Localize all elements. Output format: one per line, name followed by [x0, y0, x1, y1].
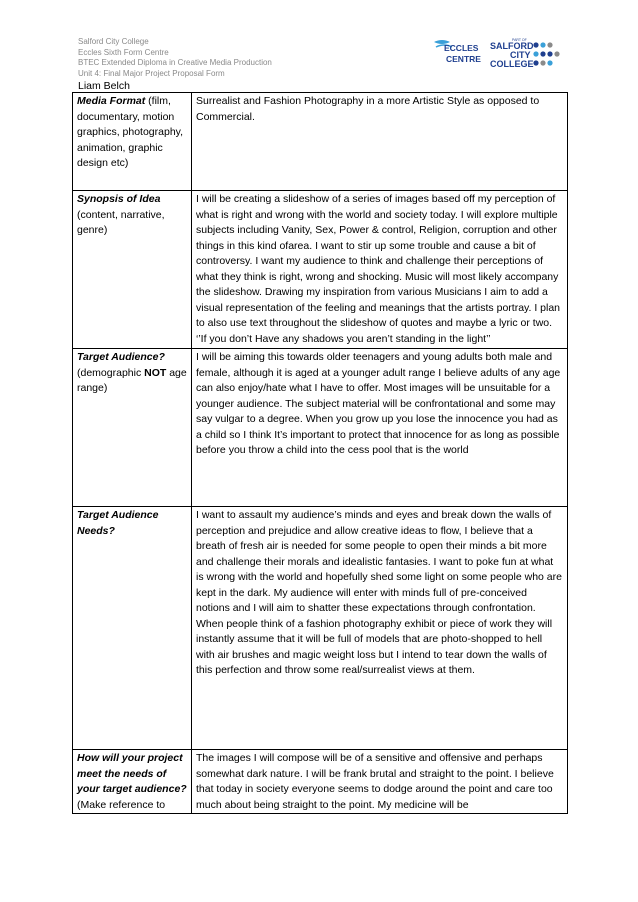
label-media-format: Media Format (film, documentary, motion graphics, photography, animation, graphic design etc): [73, 93, 192, 191]
svg-text:SALFORD: SALFORD: [490, 41, 534, 51]
svg-text:CENTRE: CENTRE: [446, 54, 481, 64]
document-header: [78, 37, 272, 79]
course-name: BTEC Extended Diploma in Creative Media Production: [78, 58, 272, 67]
content-synopsis: I will be creating a slideshow of a series of images based off my perception of what is right and wrong with the world and society today. I will explore multiple subjects including Vanity, Sex, Power & control, Religion, corruption and other things in this kind ofarea. I want to stir up some trouble and cause a bit of controversy. I want my audience to think and challenge their perceptions of what they think is right, wrong and shocking. Music will most likely accompany the slideshow. Drawing my inspiration from various Musicians I aim to add a visual representation of the feeling and meanings that the artists portray. I plan to also use text throughout the slideshow of quotes and maybe a lyric or two. ‘’If you don’t Have any shadows you aren’t standing in the light’’: [192, 191, 568, 349]
svg-text:CITY: CITY: [510, 50, 531, 60]
content-meet-needs: The images I will compose will be of a sensitive and offensive and perhaps somewhat dark nature. I will be frank brutal and straight to the point. I believe that today in society everyone seems to dodge around the point and care too much about being straight to the point. My medicine will be: [192, 750, 568, 814]
content-audience-needs: I want to assault my audience’s minds and eyes and break down the walls of perception and prejudice and allow creative ideas to flow, I believe that a breath of fresh air is needed for some people to open their minds a bit more and challenge their morals and idealistic fantasies. I want to poke fun at what is wrong with the world and hopefully shed some light on some people who are kept in the dark. My audience will enter with minds full of pre-conceived notions and I will aim to shatter these expectations through confrontation. When people think of a fashion photography exhibit or piece of work they will instantly assume that it will be full of models that are photo-shopped to hell with air brushes and magic weight loss but I intend to tear down the walls of this perfection and throw some real/surrealist views at them.: [192, 507, 568, 750]
svg-text:ECCLES: ECCLES: [444, 43, 479, 53]
label-meet-needs: How will your project meet the needs of your target audience? (Make reference to: [73, 750, 192, 814]
content-target-audience: I will be aiming this towards older teenagers and young adults both male and female, although it is aged at a younger adult range I believe adults of any age can also enjoy/hate what I have to offer. Most images will be unsuitable for a younger audience. The subject material will be confrontational and some may say vulgar to a degree. When you grow up you lose the innocence you had as a child so I think It’s important to protect that innocence for as long as possible before you throw a child into the cess pool that is the world: [192, 349, 568, 507]
author-name: Liam Belch: [78, 80, 130, 92]
college-name: Salford City College: [78, 37, 149, 46]
label-target-audience: Target Audience? (demographic NOT age range): [73, 349, 192, 507]
label-audience-needs: Target Audience Needs?: [73, 507, 192, 750]
content-media-format: Surrealist and Fashion Photography in a more Artistic Style as opposed to Commercial.: [192, 93, 568, 191]
label-synopsis: Synopsis of Idea (content, narrative, genre): [73, 191, 192, 349]
row-media-format: [73, 93, 568, 191]
svg-text:PART OF: PART OF: [512, 38, 527, 42]
eccles-centre-logo: [432, 38, 482, 66]
row-audience-needs: [73, 507, 568, 750]
unit-name: Unit 4: Final Major Project Proposal Form: [78, 68, 225, 78]
row-synopsis: [73, 191, 568, 349]
centre-name: Eccles Sixth Form Centre: [78, 47, 169, 57]
proposal-form-table: [72, 92, 568, 814]
row-meet-needs: [73, 750, 568, 814]
salford-city-college-logo: [488, 36, 568, 70]
row-target-audience: [73, 349, 568, 507]
svg-text:COLLEGE: COLLEGE: [490, 59, 534, 69]
